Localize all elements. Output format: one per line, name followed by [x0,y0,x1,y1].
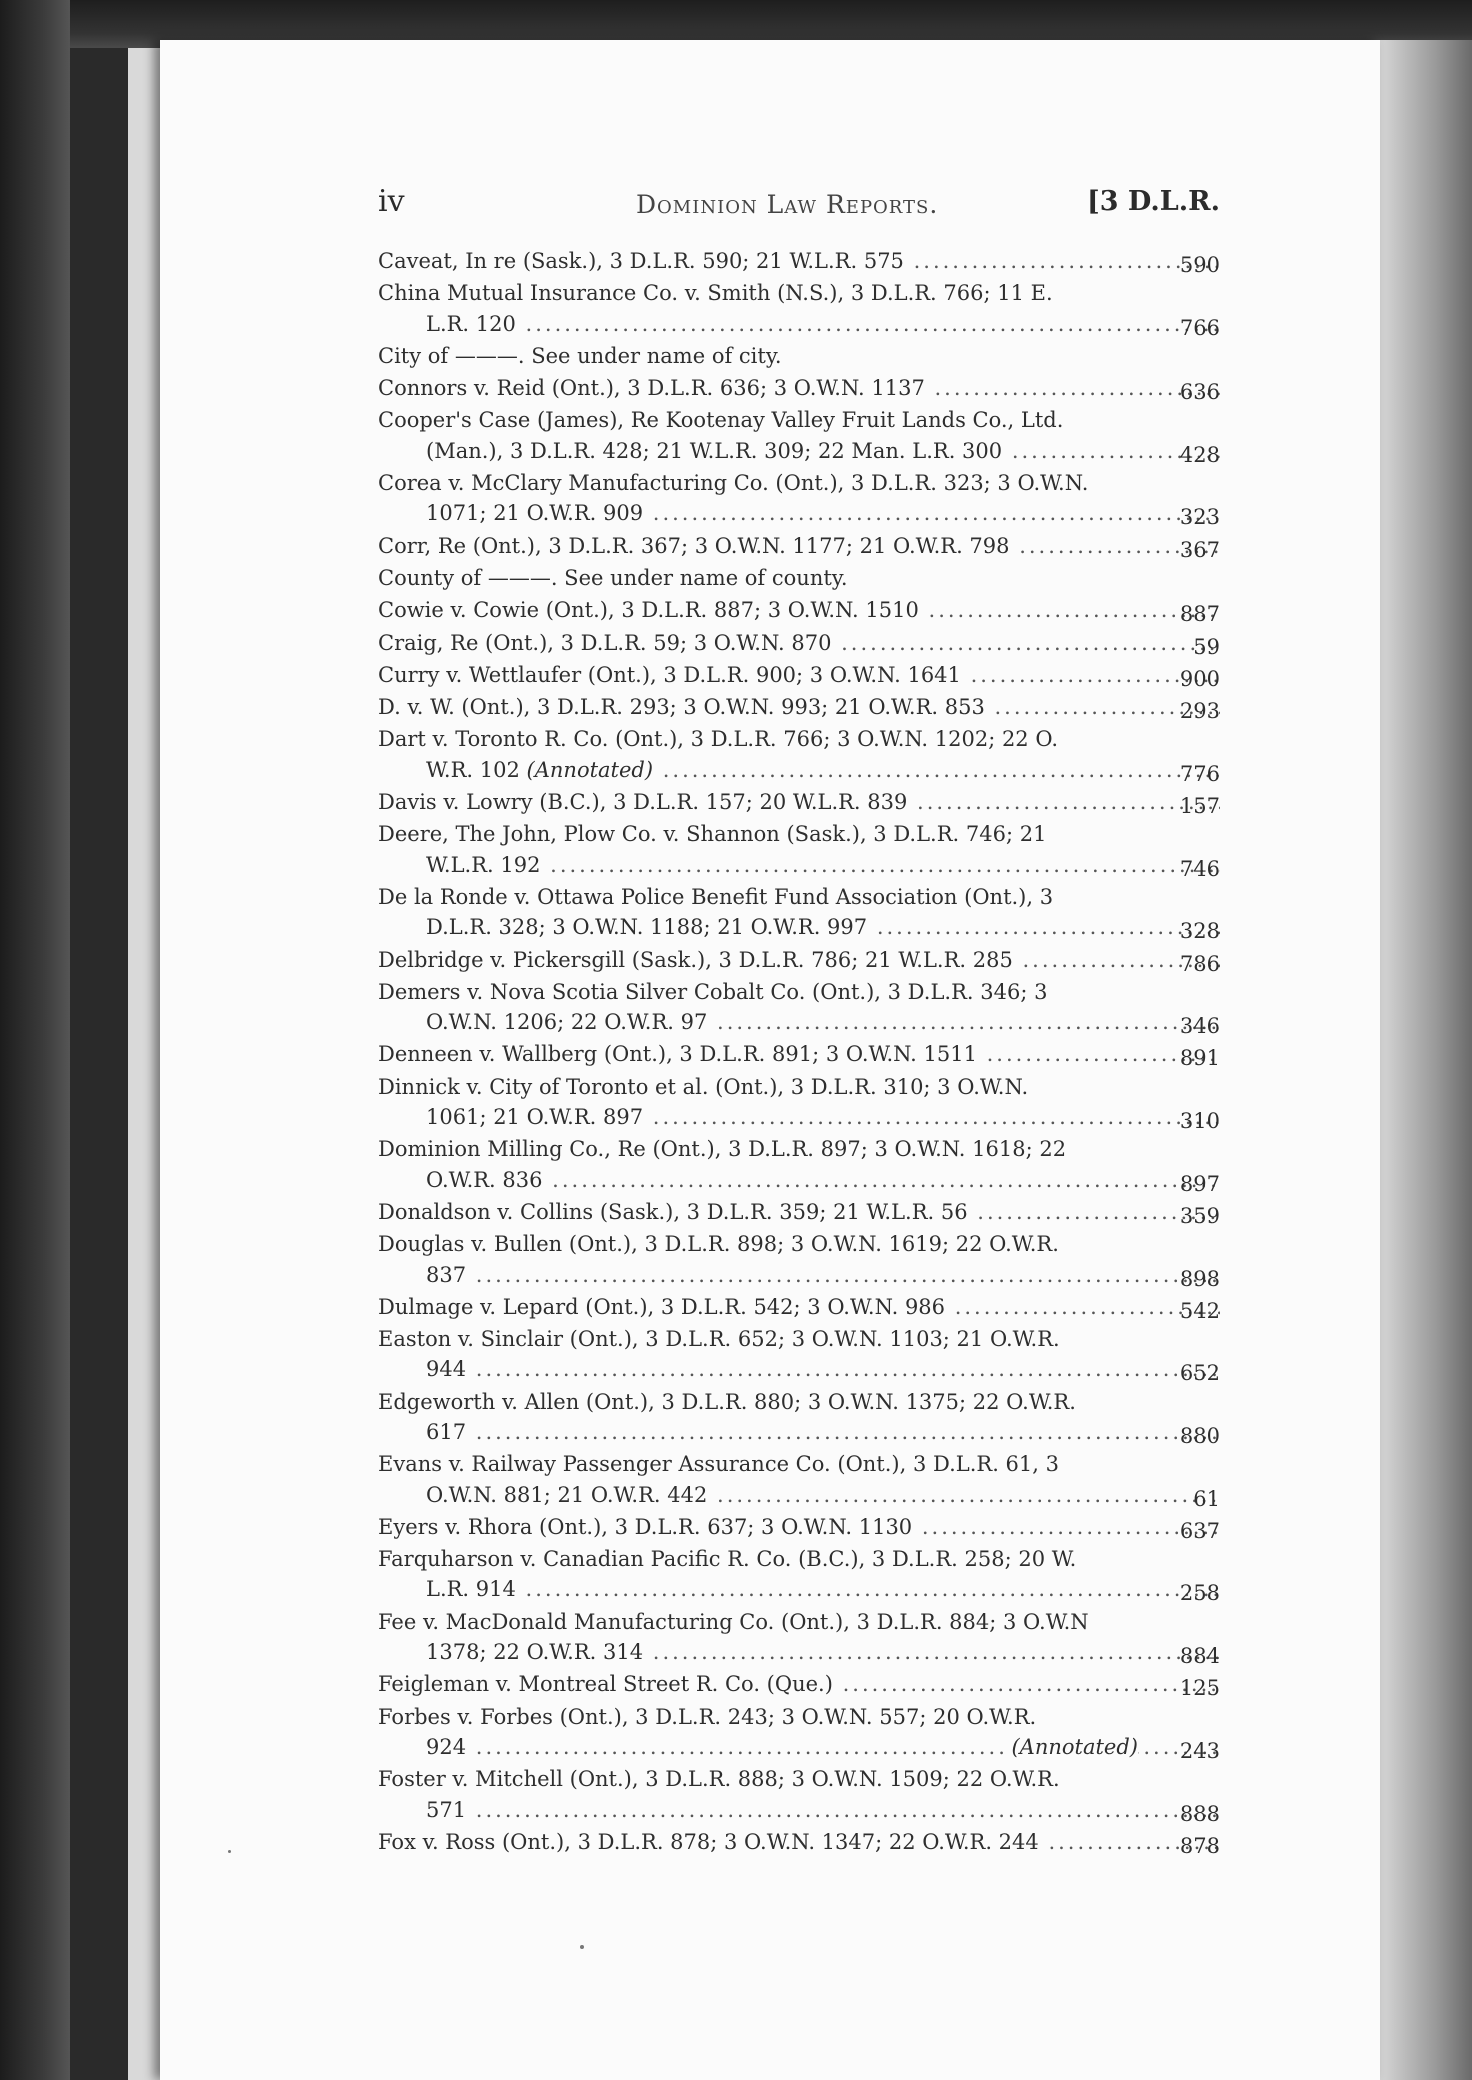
entry-page-number: 542 [1179,1298,1220,1323]
entry-text: Farquharson v. Canadian Pacific R. Co. (B.C.), 3 D.L.R. 258; 20 W. [378,1547,1077,1572]
index-entry [378,1449,1220,1510]
index-entry [378,468,1220,529]
entry-page-number: 878 [1179,1833,1220,1858]
entry-text: 924 [426,1734,467,1759]
entry-case-name [378,628,1220,658]
entry-case-name [378,692,1220,722]
index-entry [378,787,1220,817]
index-entry [378,246,1220,276]
entry-case-name [378,819,1220,849]
entry-text: Douglas v. Bullen (Ont.), 3 D.L.R. 898; 3 O.W.N. 1619; 22 O.W.R. [378,1232,1059,1257]
entry-text: Foster v. Mitchell (Ont.), 3 D.L.R. 888; 3 O.W.N. 1509; 22 O.W.R. [378,1767,1060,1792]
entry-text: 1378; 22 O.W.R. 314 [426,1640,644,1665]
entry-continuation [378,912,1220,942]
index-entry [378,1134,1220,1195]
entry-text: China Mutual Insurance Co. v. Smith (N.S.), 3 D.L.R. 766; 11 E. [378,281,1053,306]
page-speck [228,1850,231,1853]
entry-continuation [378,1260,1220,1290]
entry-case-name [378,1512,1220,1542]
entry-page-number: 884 [1179,1644,1220,1669]
entry-page-number: 766 [1179,315,1220,340]
entry-case-name [378,246,1220,276]
entry-continuation [378,1007,1220,1037]
index-entry [378,1039,1220,1069]
entry-page-number: 367 [1179,537,1220,562]
index-entry [378,724,1220,785]
entry-text: Dominion Milling Co., Re (Ont.), 3 D.L.R. 897; 3 O.W.N. 1618; 22 [378,1137,1067,1162]
index-entry [378,819,1220,880]
index-entry [378,628,1220,658]
entry-page-number: 258 [1179,1581,1220,1606]
entry-case-name [378,595,1220,625]
index-entry [378,882,1220,943]
entry-case-name [378,531,1220,561]
entry-annotation: (Annotated) [526,757,654,782]
entry-page-number: 636 [1179,380,1220,405]
entry-text: 944 [426,1357,467,1382]
case-index-list [378,246,1220,1859]
entry-text: Feigleman v. Montreal Street R. Co. (Que.) [378,1672,833,1697]
entry-page-number: 59 [1193,634,1220,659]
running-title: Dominion Law Reports. [636,190,939,219]
entry-page-number: 243 [1179,1738,1220,1763]
entry-continuation [378,1417,1220,1447]
entry-text: W.L.R. 192 [426,852,541,877]
index-entry [378,1512,1220,1542]
index-entry [378,1072,1220,1133]
entry-page-number: 887 [1179,602,1220,627]
entry-page-number: 590 [1179,253,1220,277]
entry-page-number: 637 [1179,1518,1220,1543]
entry-case-name [378,1387,1220,1417]
entry-text: 571 [426,1797,467,1822]
index-entry [378,1607,1220,1668]
entry-case-name [378,1827,1220,1857]
entry-text: D.L.R. 328; 3 O.W.N. 1188; 21 O.W.R. 997 [426,915,868,940]
entry-case-name [378,1197,1220,1227]
index-entry [378,1292,1220,1322]
entry-continuation [378,1637,1220,1667]
entry-case-name [378,1449,1220,1479]
index-entry [378,563,1220,593]
entry-text: Cooper's Case (James), Re Kootenay Valley Fruit Lands Co., Ltd. [378,408,1064,433]
entry-continuation [378,1480,1220,1510]
entry-case-name [378,1324,1220,1354]
entry-case-name [378,1134,1220,1164]
entry-text: 617 [426,1419,467,1444]
entry-text: Demers v. Nova Scotia Silver Cobalt Co. (Ont.), 3 D.L.R. 346; 3 [378,979,1048,1004]
entry-continuation [378,309,1220,339]
entry-text: 1061; 21 O.W.R. 897 [426,1105,644,1130]
entry-case-name [378,1039,1220,1069]
entry-continuation [378,1574,1220,1604]
entry-continuation [378,498,1220,528]
entry-case-name [378,1702,1220,1732]
index-entry [378,692,1220,722]
entry-case-name [378,1669,1220,1699]
entry-case-name [378,787,1220,817]
entry-text: O.W.N. 1206; 22 O.W.R. 97 [426,1010,708,1035]
entry-text: Curry v. Wettlaufer (Ont.), 3 D.L.R. 900; 3 O.W.N. 1641 [378,662,961,687]
entry-case-name [378,373,1220,403]
entry-text: Forbes v. Forbes (Ont.), 3 D.L.R. 243; 3 O.W.N. 557; 20 O.W.R. [378,1704,1037,1729]
index-entry [378,1669,1220,1699]
entry-case-name [378,882,1220,912]
entry-page-number: 359 [1179,1203,1220,1228]
index-entry [378,405,1220,466]
index-entry [378,531,1220,561]
page-number: iv [378,184,405,219]
entry-page-number: 428 [1179,442,1220,467]
entry-text: D. v. W. (Ont.), 3 D.L.R. 293; 3 O.W.N. 993; 21 O.W.R. 853 [378,695,985,720]
page-speck [580,1945,584,1949]
entry-page-number: 293 [1179,699,1220,724]
entry-case-name [378,1544,1220,1574]
volume-reference: [3 D.L.R. [1086,186,1220,217]
entry-case-name [378,468,1220,498]
entry-annotation: (Annotated) [1005,1732,1138,1762]
entry-text: De la Ronde v. Ottawa Police Benefit Fund Association (Ont.), 3 [378,884,1054,909]
entry-page-number: 157 [1179,794,1220,819]
entry-text: Dinnick v. City of Toronto et al. (Ont.), 3 D.L.R. 310; 3 O.W.N. [378,1074,1029,1099]
entry-case-name [378,1292,1220,1322]
entry-page-number: 328 [1179,919,1220,944]
entry-text: 1071; 21 O.W.R. 909 [426,501,644,526]
index-entry [378,1702,1220,1763]
entry-case-name [378,1764,1220,1794]
entry-continuation [378,1165,1220,1195]
entry-text: Cowie v. Cowie (Ont.), 3 D.L.R. 887; 3 O.W.N. 1510 [378,598,919,623]
entry-page-number: 880 [1179,1423,1220,1448]
index-entry [378,660,1220,690]
entry-page-number: 776 [1179,761,1220,786]
entry-text: L.R. 914 [426,1577,516,1602]
entry-case-name [378,563,1220,593]
entry-text: L.R. 120 [426,311,516,336]
entry-text: County of ———. See under name of county. [378,565,848,590]
entry-text: Eyers v. Rhora (Ont.), 3 D.L.R. 637; 3 O.W.N. 1130 [378,1514,913,1539]
entry-text: Dulmage v. Lepard (Ont.), 3 D.L.R. 542; 3 O.W.N. 986 [378,1294,946,1319]
index-entry [378,595,1220,625]
index-entry [378,1197,1220,1227]
index-entry [378,1324,1220,1385]
entry-case-name [378,660,1220,690]
entry-page-number: 125 [1179,1676,1220,1701]
entry-text: City of ———. See under name of city. [378,343,782,368]
entry-continuation [378,1795,1220,1825]
index-entry [378,1229,1220,1290]
entry-continuation [378,436,1220,466]
entry-page-number: 323 [1179,505,1220,530]
entry-page-number: 898 [1179,1266,1220,1291]
entry-text: Evans v. Railway Passenger Assurance Co. (Ont.), 3 D.L.R. 61, 3 [378,1452,1059,1477]
entry-text: Davis v. Lowry (B.C.), 3 D.L.R. 157; 20 W.L.R. 839 [378,790,908,815]
entry-case-name [378,1607,1220,1637]
entry-page-number: 786 [1179,951,1220,976]
entry-page-number: 897 [1179,1171,1220,1196]
entry-text: Easton v. Sinclair (Ont.), 3 D.L.R. 652; 3 O.W.N. 1103; 21 O.W.R. [378,1327,1060,1352]
index-entry [378,278,1220,339]
entry-text: 837 [426,1262,467,1287]
entry-case-name [378,724,1220,754]
entry-page-number: 900 [1179,666,1220,691]
entry-case-name [378,278,1220,308]
index-entry [378,1544,1220,1605]
entry-text: (Man.), 3 D.L.R. 428; 21 W.L.R. 309; 22 Man. L.R. 300 [426,438,1003,463]
book-edge-left [0,0,70,2080]
entry-case-name [378,405,1220,435]
entry-page-number: 61 [1193,1486,1220,1511]
index-entry [378,977,1220,1038]
entry-text: Donaldson v. Collins (Sask.), 3 D.L.R. 359; 21 W.L.R. 56 [378,1199,968,1224]
entry-text: Deere, The John, Plow Co. v. Shannon (Sask.), 3 D.L.R. 746; 21 [378,822,1047,847]
entry-page-number: 891 [1179,1046,1220,1071]
entry-continuation [378,1354,1220,1384]
entry-text: O.W.R. 836 [426,1167,543,1192]
entry-continuation [378,850,1220,880]
entry-page-number: 310 [1179,1109,1220,1134]
index-entry [378,373,1220,403]
entry-text: Corr, Re (Ont.), 3 D.L.R. 367; 3 O.W.N. 1177; 21 O.W.R. 798 [378,533,1010,558]
entry-continuation [378,1102,1220,1132]
entry-text: Caveat, In re (Sask.), 3 D.L.R. 590; 21 W.L.R. 575 [378,249,904,273]
entry-text: Corea v. McClary Manufacturing Co. (Ont.), 3 D.L.R. 323; 3 O.W.N. [378,471,1089,496]
entry-text: Delbridge v. Pickersgill (Sask.), 3 D.L.R. 786; 21 W.L.R. 285 [378,947,1013,972]
entry-text: Denneen v. Wallberg (Ont.), 3 D.L.R. 891; 3 O.W.N. 1511 [378,1042,977,1067]
page-header [378,184,1220,224]
entry-case-name [378,977,1220,1007]
entry-text: Connors v. Reid (Ont.), 3 D.L.R. 636; 3 O.W.N. 1137 [378,376,925,401]
index-entry [378,341,1220,371]
entry-text: Edgeworth v. Allen (Ont.), 3 D.L.R. 880; 3 O.W.N. 1375; 22 O.W.R. [378,1389,1076,1414]
entry-case-name [378,1072,1220,1102]
index-entry [378,1764,1220,1825]
entry-text: Fox v. Ross (Ont.), 3 D.L.R. 878; 3 O.W.N. 1347; 22 O.W.R. 244 [378,1829,1039,1854]
entry-page-number: 346 [1179,1014,1220,1039]
index-entry [378,1387,1220,1448]
entry-text: Dart v. Toronto R. Co. (Ont.), 3 D.L.R. 766; 3 O.W.N. 1202; 22 O. [378,727,1058,752]
index-entry [378,945,1220,975]
entry-continuation [378,755,1220,785]
index-entry [378,1827,1220,1857]
entry-text: W.R. 102 [426,757,520,782]
entry-page-number: 746 [1179,856,1220,881]
entry-page-number: 652 [1179,1361,1220,1386]
entry-page-number: 888 [1179,1801,1220,1826]
entry-case-name [378,341,1220,371]
entry-text: Craig, Re (Ont.), 3 D.L.R. 59; 3 O.W.N. 870 [378,630,832,655]
entry-text: Fee v. MacDonald Manufacturing Co. (Ont.), 3 D.L.R. 884; 3 O.W.N [378,1609,1089,1634]
entry-text: O.W.N. 881; 21 O.W.R. 442 [426,1482,708,1507]
entry-case-name [378,945,1220,975]
entry-case-name [378,1229,1220,1259]
